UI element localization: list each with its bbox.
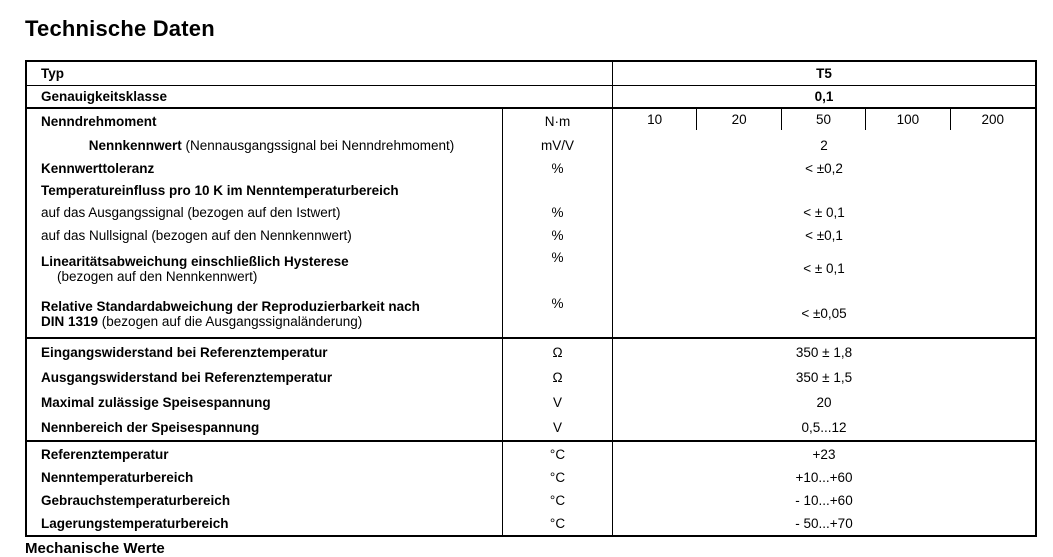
torque-value: 200	[981, 112, 1005, 127]
row-nenntemperaturbereich-value: +10...+60	[795, 470, 853, 485]
row-typ-value: T5	[816, 66, 832, 81]
row-gebrauchstemperaturbereich-unit: °C	[503, 489, 613, 512]
torque-value: 10	[613, 109, 697, 130]
row-linearitaet-label-note: (bezogen auf den Nennkennwert)	[57, 268, 258, 284]
row-nennkennwert-label: Nennkennwert	[88, 138, 182, 153]
row-referenztemperatur-unit: °C	[503, 442, 613, 466]
row-eingangswiderstand-value: 350 ± 1,8	[795, 344, 853, 360]
row-ausgangssignal-value: < ± 0,1	[803, 205, 845, 220]
row-nenndrehmoment-label: Nenndrehmoment	[27, 109, 503, 134]
din-1319-reference: DIN 1319	[41, 313, 99, 329]
row-nullsignal-value: < ±0,1	[805, 228, 843, 243]
row-standardabweichung-label-line1: Relative Standardabweichung der Reproduzierbarkeit nach	[41, 298, 420, 314]
row-max-speisespannung-label: Maximal zulässige Speisespannung	[27, 390, 503, 415]
row-max-speisespannung-unit: V	[503, 390, 613, 415]
row-genauigkeitsklasse	[27, 86, 1035, 109]
row-nennkennwert	[27, 134, 1035, 157]
row-linearitaet-value: < ± 0,1	[803, 261, 845, 276]
row-ausgangssignal-unit: %	[503, 201, 613, 224]
row-nenntemperaturbereich-label: Nenntemperaturbereich	[27, 466, 503, 489]
page-title: Technische Daten	[25, 16, 215, 41]
row-eingangswiderstand-unit: Ω	[503, 339, 613, 365]
row-nenntemperaturbereich-unit: °C	[503, 466, 613, 489]
technical-data-table	[25, 60, 1037, 537]
row-nenndrehmoment-unit: N·m	[503, 109, 613, 134]
row-temperatureinfluss-label: Temperatureinfluss pro 10 K im Nenntemperaturbereich	[27, 179, 503, 201]
row-max-speisespannung	[27, 390, 1035, 415]
row-nullsignal	[27, 224, 1035, 247]
next-section-title: Mechanische Werte	[25, 540, 165, 557]
row-eingangswiderstand	[27, 339, 1035, 365]
row-kennwerttoleranz	[27, 157, 1035, 179]
row-linearitaet-unit: %	[503, 247, 613, 290]
torque-value: 100	[866, 109, 950, 130]
row-nullsignal-unit: %	[503, 224, 613, 247]
row-nullsignal-label: auf das Nullsignal (bezogen auf den Nennkennwert)	[27, 224, 503, 247]
row-standardabweichung-value: < ±0,05	[801, 306, 847, 321]
row-gebrauchstemperaturbereich-label: Gebrauchstemperaturbereich	[27, 489, 503, 512]
row-nennkennwert-value: 2	[820, 138, 828, 153]
row-ausgangswiderstand-unit: Ω	[503, 365, 613, 390]
torque-value: 50	[782, 109, 866, 130]
row-nennkennwert-label-note: (Nennausgangssignal bei Nenndrehmoment)	[181, 138, 455, 153]
row-gebrauchstemperaturbereich	[27, 489, 1035, 512]
row-lagerungstemperaturbereich-value: - 50...+70	[795, 516, 853, 531]
section-signal	[27, 109, 1035, 339]
row-linearitaet-label: Linearitätsabweichung einschließlich Hysterese	[41, 253, 349, 269]
row-ausgangswiderstand	[27, 365, 1035, 390]
row-kennwerttoleranz-value: < ±0,2	[805, 160, 843, 176]
row-ausgangssignal-label: auf das Ausgangssignal (bezogen auf den Istwert)	[27, 201, 503, 224]
torque-value: 20	[697, 109, 781, 130]
row-temperatureinfluss	[27, 179, 1035, 201]
row-lagerungstemperaturbereich-label: Lagerungstemperaturbereich	[27, 512, 503, 535]
row-typ-label: Typ	[27, 62, 613, 85]
row-nenndrehmoment	[27, 109, 1035, 134]
row-nennbereich-speisespannung	[27, 415, 1035, 440]
row-genauigkeitsklasse-value: 0,1	[814, 89, 834, 104]
row-lagerungstemperaturbereich-unit: °C	[503, 512, 613, 535]
row-nennbereich-speisespannung-label: Nennbereich der Speisespannung	[27, 415, 503, 440]
row-kennwerttoleranz-unit: %	[503, 157, 613, 179]
row-nennkennwert-unit: mV/V	[503, 134, 613, 157]
row-gebrauchstemperaturbereich-value: - 10...+60	[795, 493, 853, 508]
row-genauigkeitsklasse-label: Genauigkeitsklasse	[27, 86, 613, 107]
row-linearitaet	[27, 247, 1035, 290]
row-standardabweichung-unit: %	[503, 290, 613, 337]
row-nennbereich-speisespannung-value: 0,5...12	[801, 420, 847, 435]
row-standardabweichung	[27, 290, 1035, 337]
row-standardabweichung-label-line2	[41, 314, 502, 329]
row-typ	[27, 62, 1035, 86]
row-lagerungstemperaturbereich	[27, 512, 1035, 535]
row-ausgangswiderstand-value: 350 ± 1,5	[795, 370, 853, 385]
row-ausgangswiderstand-label: Ausgangswiderstand bei Referenztemperatur	[27, 365, 503, 390]
row-max-speisespannung-value: 20	[816, 395, 832, 410]
torque-range-columns	[613, 109, 1035, 130]
row-kennwerttoleranz-label: Kennwerttoleranz	[27, 157, 503, 179]
section-electrical	[27, 339, 1035, 442]
row-referenztemperatur	[27, 442, 1035, 466]
row-referenztemperatur-label: Referenztemperatur	[27, 442, 503, 466]
row-referenztemperatur-value: +23	[812, 446, 836, 462]
row-standardabweichung-label-note: (bezogen auf die Ausgangssignaländerung)	[98, 313, 363, 329]
row-nennbereich-speisespannung-unit: V	[503, 415, 613, 440]
row-ausgangssignal	[27, 201, 1035, 224]
section-temperature	[27, 442, 1035, 535]
row-eingangswiderstand-label: Eingangswiderstand bei Referenztemperatur	[27, 339, 503, 365]
row-nenntemperaturbereich	[27, 466, 1035, 489]
